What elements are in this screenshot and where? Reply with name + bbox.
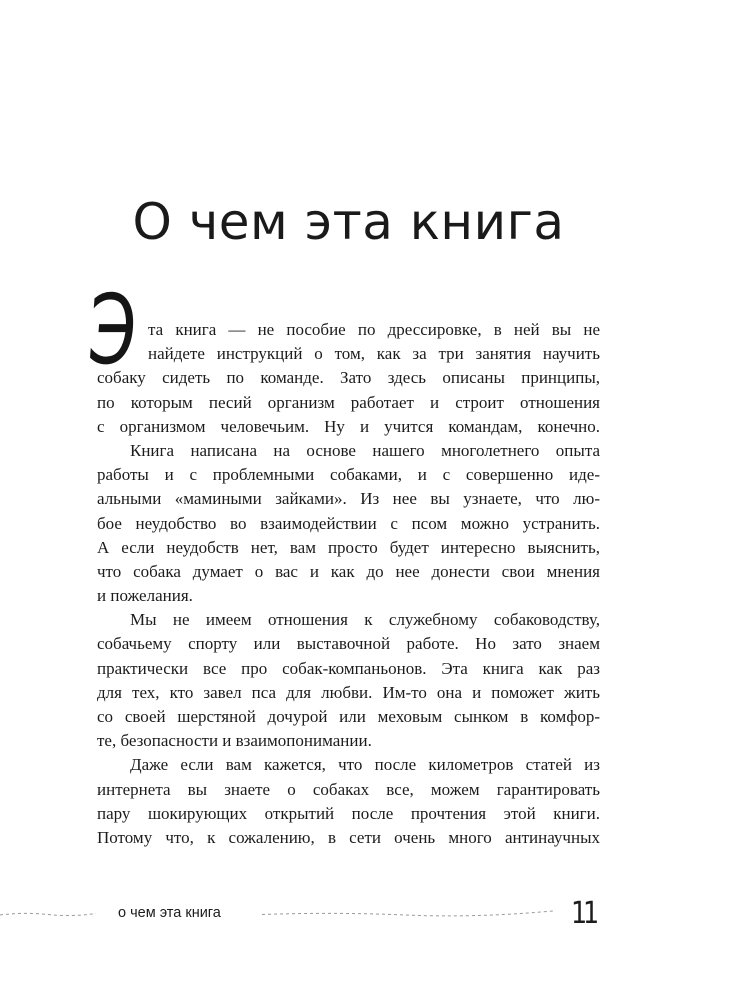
text-line: те, безопасности и взаимопонимании. <box>97 731 372 751</box>
text-line: интернета вы знаете о собаках все, можем гарантировать <box>97 779 600 799</box>
text-line: для тех, кто завел пса для любви. Им-то она и поможет жить <box>97 682 600 702</box>
text-line: Книга написана на основе нашего многолетнего опыта <box>130 440 600 460</box>
text-line: со своей шерстяной дочурой или меховым сынком в комфор- <box>97 707 600 726</box>
paragraph <box>97 439 600 608</box>
footer-dashed-rule <box>0 895 732 935</box>
text-line: найдете инструкций о том, как за три занятия научить <box>148 344 600 364</box>
text-line: альными «мамиными зайками». Из нее вы узнаете, что лю- <box>97 489 600 509</box>
paragraph <box>97 753 600 850</box>
footer-rule-left <box>0 913 96 915</box>
text-line: Мы не имеем отношения к служебному собаководству, <box>130 610 600 630</box>
paragraph <box>97 608 600 753</box>
footer-rule-right <box>262 911 553 916</box>
text-line: та книга — не пособие по дрессировке, в ней вы не <box>148 320 600 339</box>
chapter-title: О чем эта книга <box>132 193 565 251</box>
text-line: А если неудобств нет, вам просто будет интересно выяснить, <box>97 537 600 557</box>
text-line: практически все про собак-компаньонов. Эта книга как раз <box>97 658 600 678</box>
text-line: с организмом человечьим. Ну и учится командам, конечно. <box>97 416 600 436</box>
text-line: собаку сидеть по команде. Зато здесь описаны принципы, <box>97 368 600 388</box>
text-line: Потому что, к сожалению, в сети очень много антинаучных <box>97 827 600 847</box>
text-line: пару шокирующих открытий после прочтения этой книги. <box>97 803 600 823</box>
page-number: 11 <box>571 896 595 931</box>
drop-cap: Э <box>84 274 141 386</box>
text-line: по которым песий организм работает и строит отношения <box>97 392 600 412</box>
running-head: о чем эта книга <box>118 905 221 921</box>
text-line: собачьему спорту или выставочной работе. Но зато знаем <box>97 634 600 654</box>
text-line: Даже если вам кажется, что после километров статей из <box>130 755 600 775</box>
paragraph <box>97 318 600 439</box>
text-line: и пожелания. <box>97 586 193 606</box>
text-line: что собака думает о вас и как до нее донести свои мнения <box>97 561 600 581</box>
text-line: бое неудобство во взаимодействии с псом можно устранить. <box>97 513 600 533</box>
text-line: работы и с проблемными собаками, и с совершенно иде- <box>97 465 600 485</box>
body-text <box>97 318 600 850</box>
